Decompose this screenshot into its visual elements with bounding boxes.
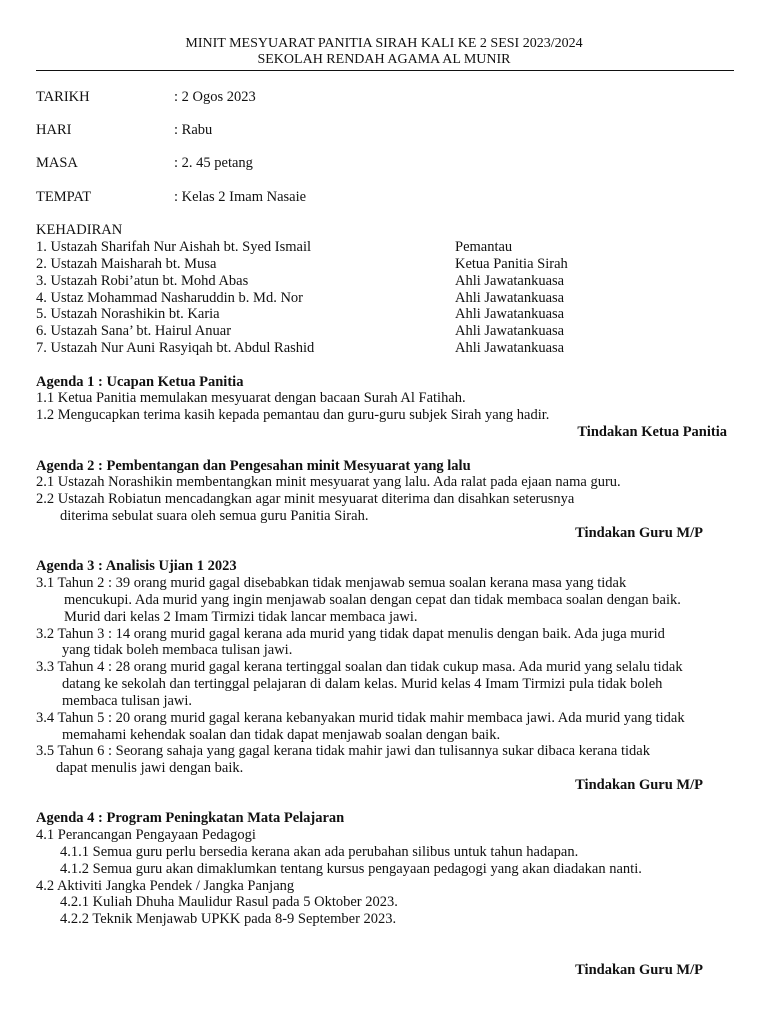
agenda4-line: 4.1.2 Semua guru akan dimaklumkan tentang kursus pengayaan pedagogi yang akan diadakan nanti. [60,861,642,877]
agenda2-action: Tindakan Guru M/P [575,525,703,541]
agenda4-title: Agenda 4 : Program Peningkatan Mata Pelajaran [36,810,345,826]
attendee-role: Ahli Jawatankuasa [455,323,565,339]
attendee-name: 3. Ustazah Robi’atun bt. Mohd Abas [36,273,249,289]
detail-label-day: HARI [36,122,72,138]
detail-label-date: TARIKH [36,89,90,105]
agenda3-action: Tindakan Guru M/P [575,777,703,793]
agenda3-line: 3.1 Tahun 2 : 39 orang murid gagal disebabkan tidak menjawab semua soalan kerana masa yang tidak [36,575,627,591]
agenda3-line: dapat menulis jawi dengan baik. [56,760,244,776]
attendee-name: 5. Ustazah Norashikin bt. Karia [36,306,220,322]
agenda4-action: Tindakan Guru M/P [575,962,703,978]
agenda4-line: 4.1.1 Semua guru perlu bersedia kerana akan ada perubahan silibus untuk tahun hadapan. [60,844,579,860]
agenda2-line: diterima sebulat suara oleh semua guru Panitia Sirah. [60,508,369,524]
agenda3-line: mencukupi. Ada murid yang ingin menjawab soalan dengan cepat dan tidak membaca soalan dengan baik. [64,592,681,608]
agenda3-line: datang ke sekolah dan tertinggal pelajaran di dalam kelas. Murid kelas 4 Imam Tirmizi pula tidak boleh [62,676,663,692]
detail-value-day: : Rabu [174,122,213,138]
attendee-name: 2. Ustazah Maisharah bt. Musa [36,256,217,272]
header-divider [36,70,734,71]
agenda3-title: Agenda 3 : Analisis Ujian 1 2023 [36,558,237,574]
header-school: SEKOLAH RENDAH AGAMA AL MUNIR [257,52,511,67]
agenda2-title: Agenda 2 : Pembentangan dan Pengesahan minit Mesyuarat yang lalu [36,458,471,474]
agenda3-line: 3.5 Tahun 6 : Seorang sahaja yang gagal kerana tidak mahir jawi dan tulisannya sukar dibaca kerana tidak [36,743,650,759]
agenda3-line: yang tidak boleh membaca tulisan jawi. [62,642,293,658]
agenda1-action: Tindakan Ketua Panitia [577,424,727,440]
agenda1-line: 1.1 Ketua Panitia memulakan mesyuarat dengan bacaan Surah Al Fatihah. [36,390,466,406]
agenda3-line: memahami kehendak soalan dan tidak dapat menjawab soalan dengan baik. [62,727,501,743]
detail-label-time: MASA [36,155,78,171]
attendee-role: Ahli Jawatankuasa [455,290,565,306]
attendee-role: Ketua Panitia Sirah [455,256,568,272]
detail-value-time: : 2. 45 petang [174,155,253,171]
agenda2-line: 2.2 Ustazah Robiatun mencadangkan agar minit mesyuarat diterima dan disahkan seterusnya [36,491,575,507]
agenda1-line: 1.2 Mengucapkan terima kasih kepada pemantau dan guru-guru subjek Sirah yang hadir. [36,407,550,423]
attendee-role: Ahli Jawatankuasa [455,340,565,356]
header-title: MINIT MESYUARAT PANITIA SIRAH KALI KE 2 SESI 2023/2024 [185,36,583,51]
attendee-name: 1. Ustazah Sharifah Nur Aishah bt. Syed Ismail [36,239,312,255]
agenda3-line: 3.4 Tahun 5 : 20 orang murid gagal kerana kebanyakan murid tidak mahir membaca jawi. Ada murid yang tidak [36,710,685,726]
agenda3-line: membaca tulisan jawi. [62,693,193,709]
attendee-name: 6. Ustazah Sana’ bt. Hairul Anuar [36,323,232,339]
attendee-role: Pemantau [455,239,513,255]
attendee-name: 7. Ustazah Nur Auni Rasyiqah bt. Abdul Rashid [36,340,315,356]
attendee-name: 4. Ustaz Mohammad Nasharuddin b. Md. Nor [36,290,303,306]
agenda3-line: 3.2 Tahun 3 : 14 orang murid gagal kerana ada murid yang tidak dapat menulis dengan baik. Ada juga murid [36,626,665,642]
attendee-role: Ahli Jawatankuasa [455,306,565,322]
detail-value-date: : 2 Ogos 2023 [174,89,256,105]
agenda2-line: 2.1 Ustazah Norashikin membentangkan minit mesyuarat yang lalu. Ada ralat pada ejaan nama guru. [36,474,621,490]
agenda3-line: 3.3 Tahun 4 : 28 orang murid gagal kerana tertinggal soalan dan tidak cukup masa. Ada murid yang selalu tidak [36,659,683,675]
detail-value-place: : Kelas 2 Imam Nasaie [174,189,307,205]
agenda3-line: Murid dari kelas 2 Imam Tirmizi tidak lancar membaca jawi. [64,609,418,625]
attendance-heading: KEHADIRAN [36,222,123,238]
attendee-role: Ahli Jawatankuasa [455,273,565,289]
agenda1-title: Agenda 1 : Ucapan Ketua Panitia [36,374,244,390]
agenda4-line: 4.1 Perancangan Pengayaan Pedagogi [36,827,256,843]
document-header [0,36,768,68]
detail-label-place: TEMPAT [36,189,92,205]
agenda4-line: 4.2.2 Teknik Menjawab UPKK pada 8-9 September 2023. [60,911,397,927]
agenda4-line: 4.2 Aktiviti Jangka Pendek / Jangka Panjang [36,878,295,894]
agenda4-line: 4.2.1 Kuliah Dhuha Maulidur Rasul pada 5 Oktober 2023. [60,894,398,910]
